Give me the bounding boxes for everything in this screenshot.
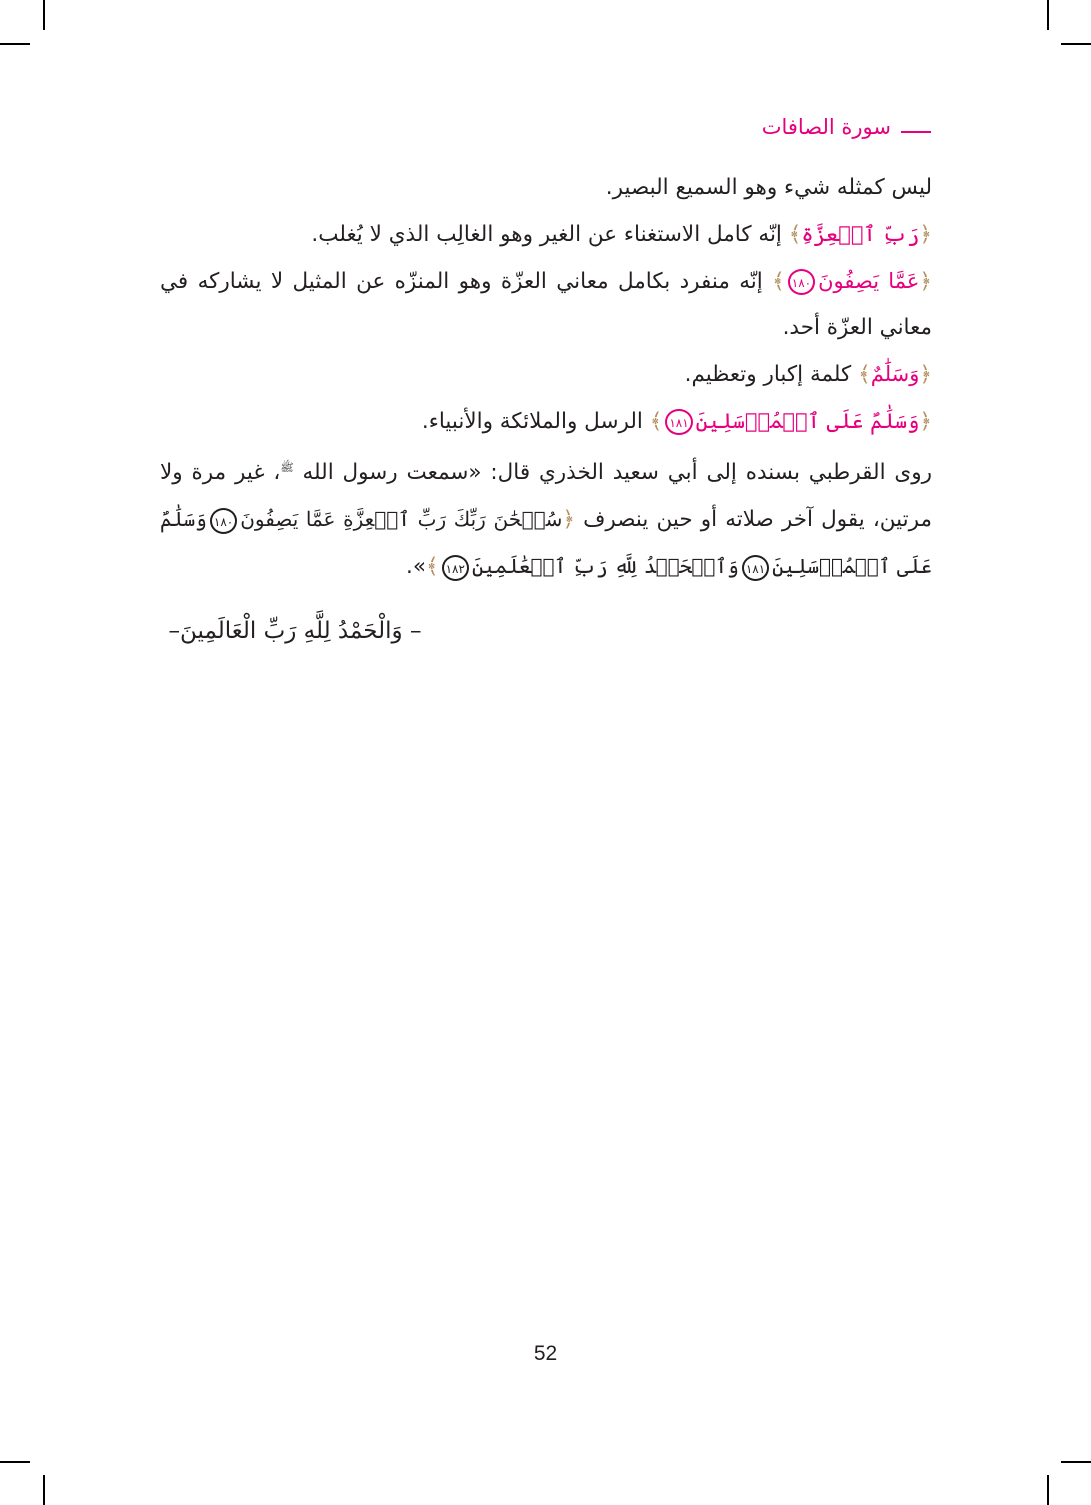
closing-doxology: – وَالْحَمْدُ لِلَّهِ رَبِّ الْعَالَمِينَ– [168,618,422,644]
page-number: 52 [533,1342,558,1365]
crop-mark-tl-v [43,0,45,30]
crop-mark-bl-h [0,1461,30,1463]
hadith-end: ». [405,554,426,580]
explanation: إنّه منفرد بكامل معاني العزّة وهو المنزّه عن المثيل لا يشاركه في معاني العزّة أحد. [160,269,932,340]
bracket-close: ﴾ [649,409,663,434]
bracket-close: ﴾ [858,362,871,387]
entry-amma-yasifun [160,258,932,351]
verse-180-text: سُبۡحَٰنَ رَبِّكَ رَبِّ ٱلۡعِزَّةِ عَمَّا يَصِفُونَ [240,507,563,532]
bracket-close: ﴾ [788,222,802,247]
bracket-close: ﴾ [772,269,785,294]
entry-rabb-al-izza [160,211,932,258]
explanation: الرسل والملائكة والأنبياء. [421,409,643,434]
surah-title: سورة الصافات [761,115,891,139]
explanation: إنّه كامل الاستغناء عن الغير وهو الغالِب الذي لا يُغلب. [311,222,782,247]
bracket-open: ﴿ [919,362,932,387]
running-header [762,110,931,144]
ayah-number-marker: ١٨٠ [788,269,815,295]
crop-mark-bl-v [43,1475,45,1505]
ayah-number-marker: ١٨٢ [442,555,469,581]
quran-term: عَمَّا يَصِفُونَ [818,269,920,293]
quran-term: وَسَلَٰمٌ عَلَى ٱلۡمُرۡسَلِينَ [695,409,920,433]
page-content [160,165,932,590]
verse-182-text: وَٱلۡحَمۡدُ لِلَّهِ رَبِّ ٱلۡعَٰلَمِينَ [471,554,739,579]
hadith-middle: ، غير مرة ولا مرتين، يقول آخر صلاته أو حين ينصرف [160,460,932,533]
crop-mark-tr-v [1047,0,1049,30]
quran-term: رَبِّ ٱلۡعِزَّةِ [801,222,920,246]
hadith-paragraph [160,445,932,590]
verse-181-text: وَسَلَٰمٌ عَلَى ٱلۡمُرۡسَلِينَ [160,507,932,579]
entry-wa-salamun [160,351,932,398]
crop-mark-tl-h [0,43,30,45]
bracket-open: ﴿ [919,269,932,294]
crop-mark-tr-h [1061,43,1091,45]
explanation: كلمة إكبار وتعظيم. [684,362,852,387]
header-rule [901,131,931,133]
bracket-close: ﴾ [425,554,439,580]
bracket-open: ﴿ [562,507,575,533]
ayah-number-marker: ١٨١ [665,409,692,435]
bracket-open: ﴿ [919,409,932,434]
paragraph-line1: ليس كمثله شيء وهو السميع البصير. [605,175,932,200]
ayah-number-marker: ١٨٠ [210,508,237,534]
hadith-intro: روى القرطبي بسنده إلى أبي سعيد الخذري قال: «سمعت رسول الله [302,460,932,486]
crop-mark-br-v [1047,1475,1049,1505]
crop-mark-br-h [1061,1461,1091,1463]
ayah-number-marker: ١٨١ [742,555,769,581]
quran-term: وَسَلَٰمٌ [870,362,920,386]
entry-ala-al-mursalin [160,398,932,445]
bracket-open: ﴿ [919,222,932,247]
pbuh-ligature-icon: ﷺ [280,461,294,474]
